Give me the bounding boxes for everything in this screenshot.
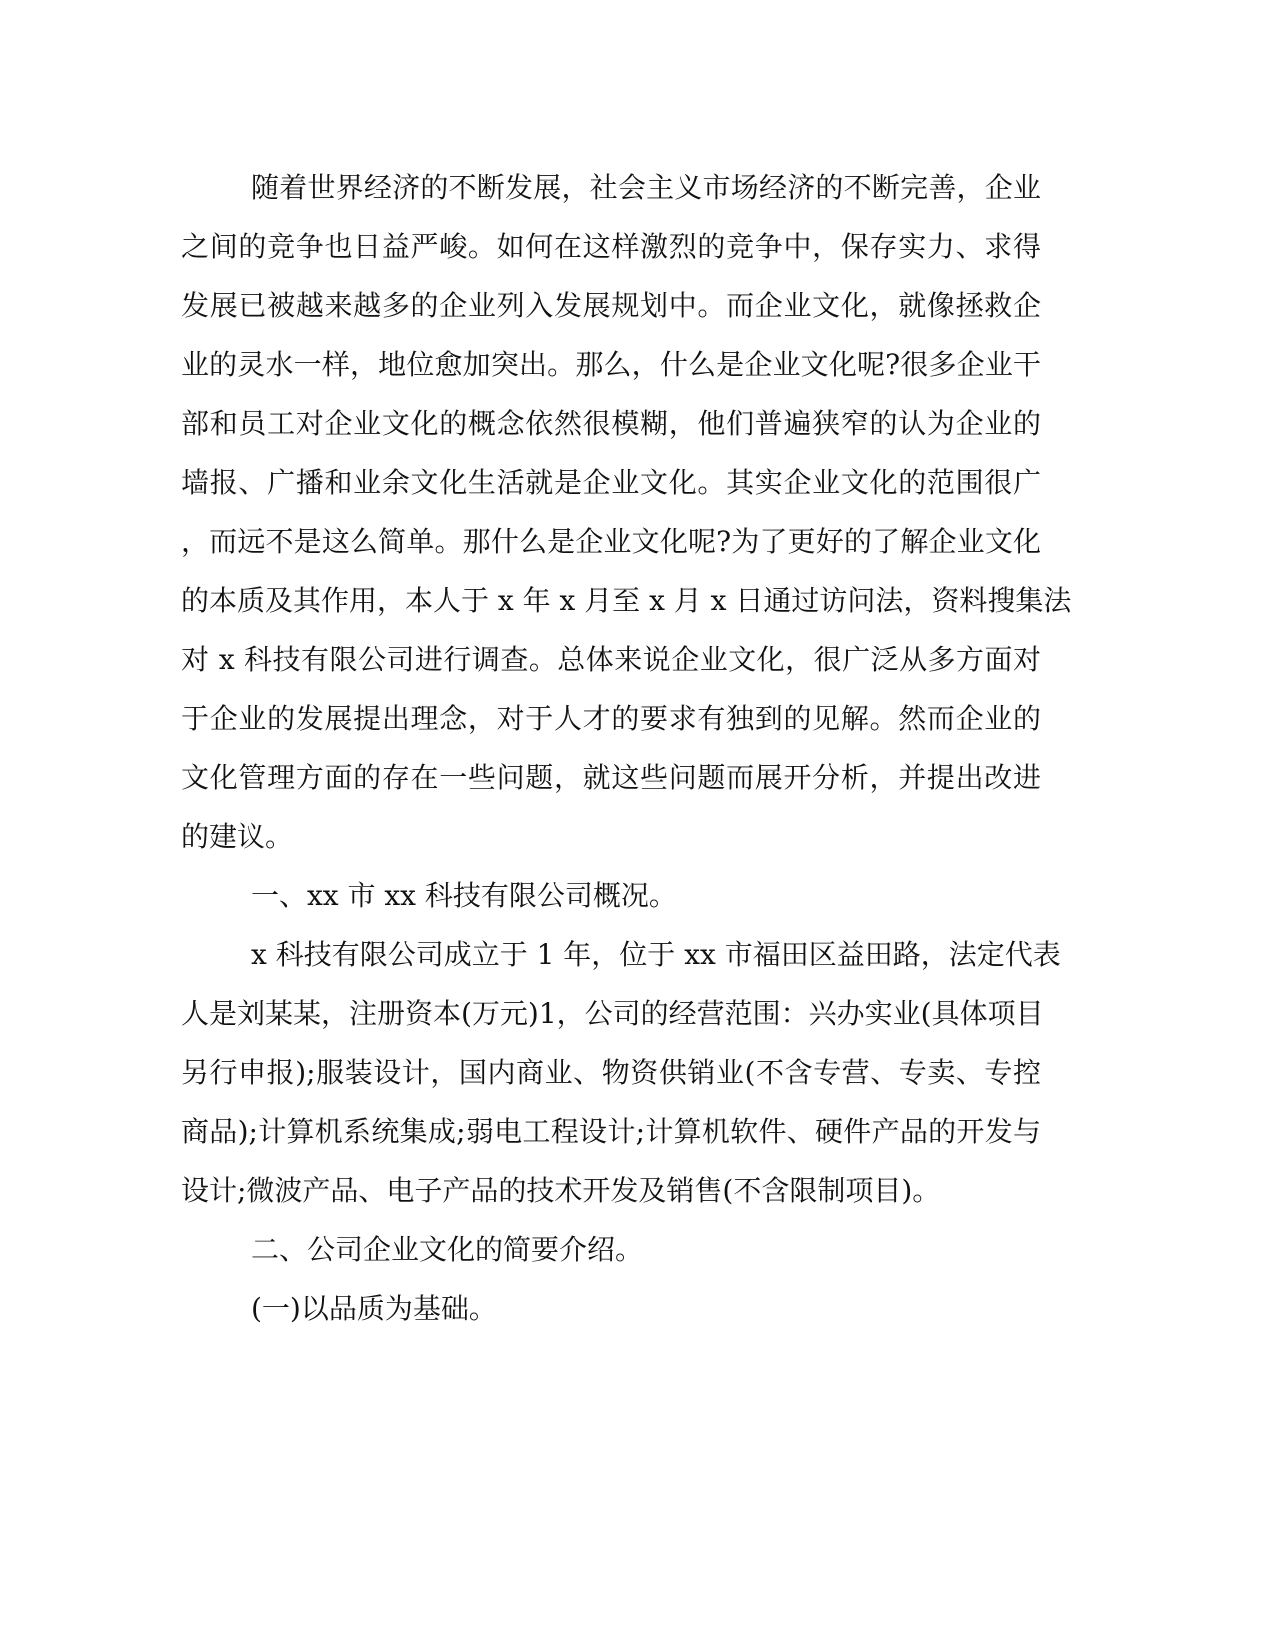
intro-paragraph [181,158,1072,866]
text-line: x 科技有限公司成立于 1 年，位于 xx 市福田区益田路，法定代表 [251,938,1061,971]
text-line: 部和员工对企业文化的概念依然很模糊，他们普遍狭窄的认为企业的 [181,407,1041,440]
text-line: 人是刘某某，注册资本(万元)1，公司的经营范围：兴办实业(具体项目 [181,997,1044,1030]
section-heading-culture: 二、公司企业文化的简要介绍。 [251,1233,644,1266]
text-line: 文化管理方面的存在一些问题，就这些问题而展开分析，并提出改进 [181,761,1041,794]
text-line: 墙报、广播和业余文化生活就是企业文化。其实企业文化的范围很广 [181,466,1041,499]
text-line: 商品);计算机系统集成;弱电工程设计;计算机软件、硬件产品的开发与 [181,1115,1041,1148]
overview-paragraph [181,925,1061,1220]
section-heading-overview: 一、xx 市 xx 科技有限公司概况。 [251,879,677,912]
text-line: 设计;微波产品、电子产品的技术开发及销售(不含限制项目)。 [181,1174,941,1207]
text-line: 另行申报);服装设计，国内商业、物资供销业(不含专营、专卖、专控 [181,1056,1041,1089]
text-line: 之间的竞争也日益严峻。如何在这样激烈的竞争中，保存实力、求得 [181,230,1041,263]
text-line: 的本质及其作用，本人于 x 年 x 月至 x 月 x 日通过访问法，资料搜集法 [181,584,1072,617]
text-line: 对 x 科技有限公司进行调查。总体来说企业文化，很广泛从多方面对 [181,643,1041,676]
text-line: 发展已被越来越多的企业列入发展规划中。而企业文化，就像拯救企 [181,289,1041,322]
text-line: ，而远不是这么简单。那什么是企业文化呢?为了更好的了解企业文化 [181,525,1041,558]
text-line: 随着世界经济的不断发展，社会主义市场经济的不断完善，企业 [251,171,1041,204]
text-line: 于企业的发展提出理念，对于人才的要求有独到的见解。然而企业的 [181,702,1041,735]
text-line: 业的灵水一样，地位愈加突出。那么，什么是企业文化呢?很多企业干 [181,348,1041,381]
subsection-heading-quality: (一)以品质为基础。 [251,1292,497,1325]
document-body [181,158,1072,1338]
text-line: 的建议。 [181,820,294,853]
